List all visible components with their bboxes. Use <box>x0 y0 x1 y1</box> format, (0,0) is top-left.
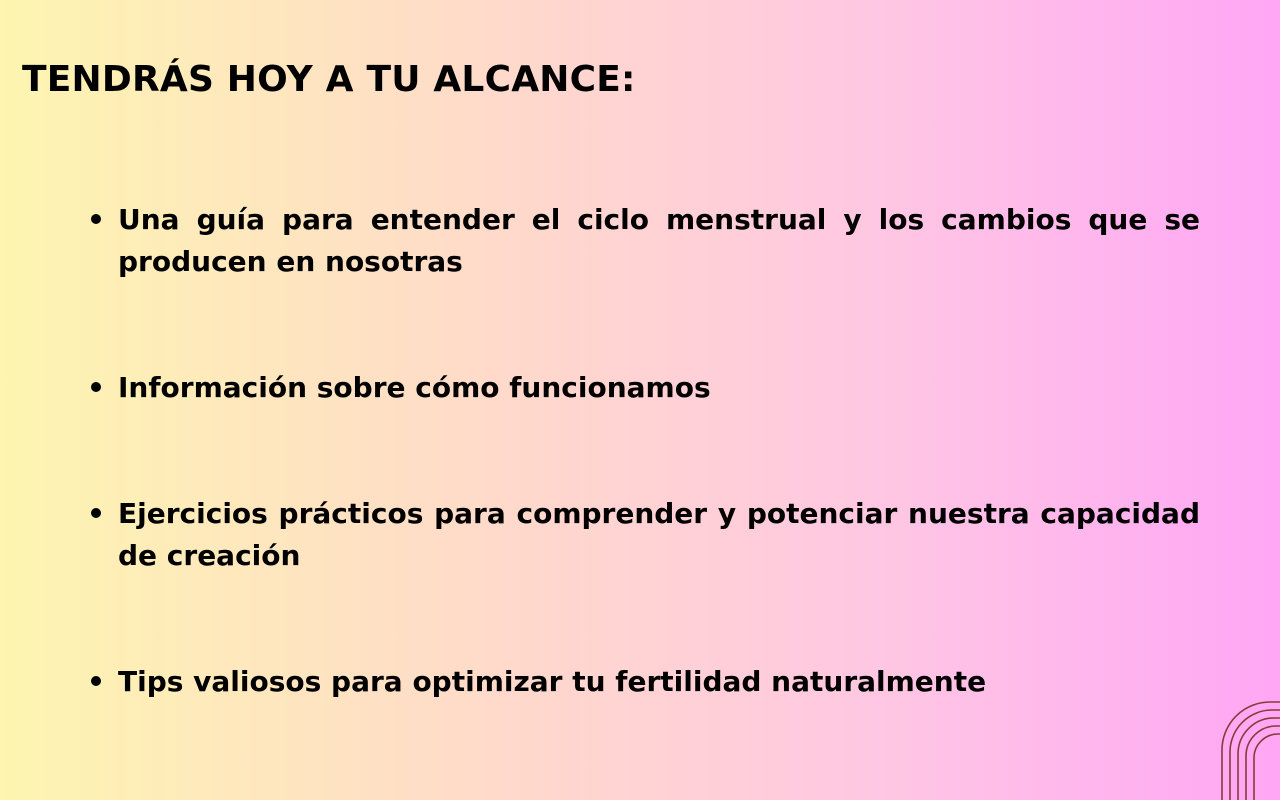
feature-text: Tips valiosos para optimizar tu fertilidad naturalmente <box>118 665 987 698</box>
bullet-dot-icon <box>91 382 101 392</box>
bullet-dot-icon <box>91 676 101 686</box>
feature-text: Una guía para entender el ciclo menstrual y los cambios que se producen en nosotras <box>118 203 1200 278</box>
feature-text: Información sobre cómo funcionamos <box>118 371 711 404</box>
feature-list-item <box>118 199 1200 283</box>
feature-list-item <box>118 661 1200 703</box>
slide-heading: TENDRÁS HOY A TU ALCANCE: <box>22 59 636 100</box>
concentric-arches-icon <box>1220 700 1280 800</box>
feature-list-item <box>118 367 1200 409</box>
bullet-dot-icon <box>91 508 101 518</box>
feature-list-item <box>118 493 1200 577</box>
bullet-dot-icon <box>91 214 101 224</box>
feature-text: Ejercicios prácticos para comprender y potenciar nuestra capacidad de creación <box>118 497 1200 572</box>
